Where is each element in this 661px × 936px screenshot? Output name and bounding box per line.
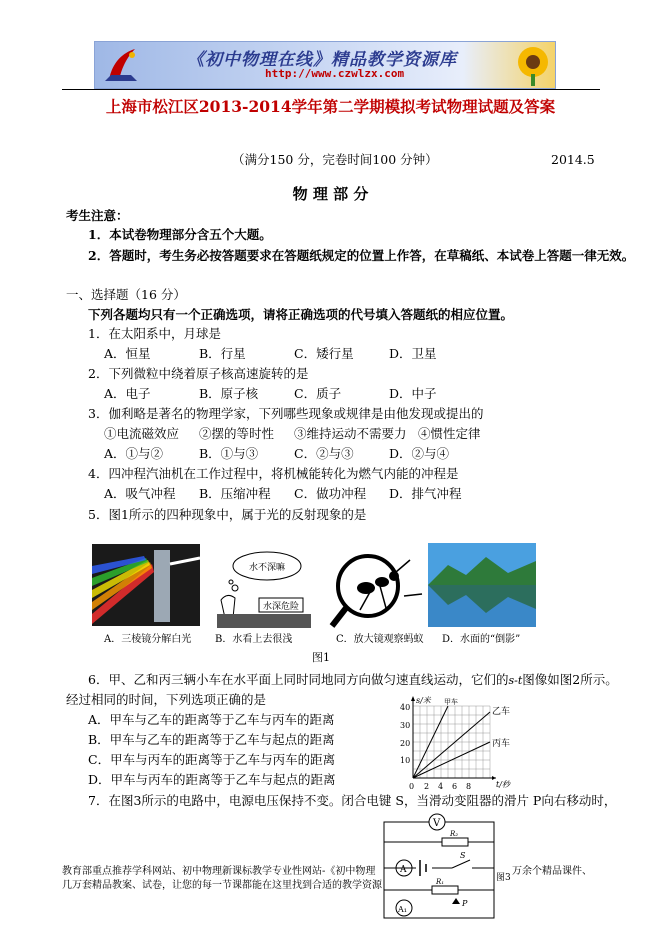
- river-warning-image: [211, 548, 315, 628]
- y-tick-30: 30: [400, 721, 411, 730]
- site-banner: [94, 41, 556, 89]
- prism-dispersion-image: [92, 544, 200, 626]
- q4-option-d: D．排气冲程: [389, 486, 462, 501]
- fig1-caption-b: B．水看上去很浅: [215, 634, 293, 645]
- question-5-stem: 5．图1所示的四种现象中，属于光的反射现象的是: [88, 507, 367, 522]
- part1-heading: 一、选择题（16 分）: [66, 287, 186, 302]
- y-tick-20: 20: [400, 739, 411, 748]
- question-2-stem: 2．下列微粒中绕着原子核高速旋转的是: [88, 366, 309, 381]
- q6-option-a: A．甲车与乙车的距离等于乙车与丙车的距离: [88, 712, 335, 727]
- notice-heading: 考生注意：: [66, 208, 129, 223]
- footer-line-1: 教育部重点推荐学科网站、初中物理新课标教学专业性网站-《初中物理: [62, 866, 376, 877]
- x-tick-8: 8: [466, 782, 472, 791]
- q6-stem-variable: s-t: [508, 674, 523, 687]
- series-jia-label: 甲车: [444, 698, 458, 706]
- q3-option-b: B．①与③: [199, 446, 259, 461]
- q6-option-c: C．甲车与丙车的距离等于乙车与丙车的距离: [88, 752, 336, 767]
- question-3-stem: 3．伽利略是著名的物理学家，下列哪些现象或规律是由他发现或提出的: [88, 406, 484, 421]
- q2-option-c: C．质子: [294, 386, 342, 401]
- magnifier-ant-image: [330, 550, 426, 630]
- exam-date: 2014.5: [551, 152, 595, 167]
- r2-label: R₂: [450, 830, 459, 838]
- q2-option-a: A．电子: [104, 386, 151, 401]
- q3-option-a: A．①与②: [104, 446, 164, 461]
- q1-option-a: A．恒星: [104, 346, 151, 361]
- exam-info: （满分150 分，完卷时间100 分钟）: [232, 152, 438, 167]
- x-tick-6: 6: [452, 782, 458, 791]
- notice-2: 2．答题时，考生务必按答题要求在答题纸规定的位置上作答，在草稿纸、本试卷上答题一律无效。: [88, 248, 635, 263]
- series-bing-label: 丙车: [492, 739, 511, 749]
- lake-reflection-image: [428, 543, 536, 627]
- warning-sign-text: 水深危险: [263, 602, 300, 612]
- question-1-stem: 1．在太阳系中，月球是: [88, 326, 221, 341]
- fig1-caption-a: A．三棱镜分解白光: [104, 634, 192, 645]
- ammeter-label: A: [400, 865, 407, 875]
- x-tick-2: 2: [424, 782, 430, 791]
- notice-1: 1．本试卷物理部分含五个大题。: [88, 227, 272, 242]
- q1-option-d: D．卫星: [389, 346, 437, 361]
- bubble-text: 水不深嘛: [249, 563, 286, 573]
- part1-instruction: 下列各题均只有一个正确选项，请将正确选项的代号填入答题纸的相应位置。: [88, 307, 514, 322]
- y-axis-label: s/米: [416, 696, 431, 705]
- circuit-diagram: [380, 812, 511, 928]
- header-rule: [62, 89, 600, 90]
- voltmeter-label: V: [433, 818, 441, 829]
- fig1-label: 图1: [312, 651, 330, 664]
- sunflower-icon: [513, 44, 553, 86]
- x-tick-0: 0: [409, 782, 415, 791]
- banner-title: 《初中物理在线》精品教学资源库: [187, 50, 457, 70]
- fig3-label: 图3: [496, 873, 511, 883]
- q6-stem-text: 6．甲、乙和丙三辆小车在水平面上同时同地同方向做匀速直线运动，它们的: [88, 672, 509, 687]
- section-heading: 物 理 部 分: [292, 185, 369, 203]
- series-yi-line: [413, 712, 490, 778]
- q1-option-b: B．行星: [199, 346, 246, 361]
- q1-option-c: C．矮行星: [294, 346, 354, 361]
- q3-item-2: ②摆的等时性: [199, 426, 275, 441]
- q3-item-4: ④惯性定律: [418, 426, 481, 441]
- q4-option-c: C．做功冲程: [294, 486, 367, 501]
- q4-option-b: B．压缩冲程: [199, 486, 271, 501]
- q6-option-d: D．甲车与丙车的距离等于乙车与起点的距离: [88, 772, 336, 787]
- x-tick-4: 4: [438, 782, 444, 791]
- fig1-caption-c: C．放大镜观察蚂蚁: [336, 634, 424, 645]
- footer-right-1: 万余个精品课件、: [512, 866, 592, 877]
- y-tick-40: 40: [400, 703, 411, 712]
- switch-label: S: [460, 851, 466, 860]
- q3-item-1: ①电流磁效应: [104, 426, 180, 441]
- st-graph: [392, 694, 518, 794]
- q3-option-d: D．②与④: [389, 446, 450, 461]
- q6-option-b: B．甲车与乙车的距离等于乙车与起点的距离: [88, 732, 335, 747]
- question-6-stem: [88, 672, 618, 689]
- q3-item-3: ③维持运动不需要力: [294, 426, 407, 441]
- series-yi-label: 乙车: [492, 707, 511, 717]
- question-6-stem-2: 经过相同的时间，下列选项正确的是: [66, 692, 267, 707]
- q2-option-d: D．中子: [389, 386, 437, 401]
- fig1-caption-d: D．水面的“倒影”: [442, 634, 521, 645]
- q4-option-a: A．吸气冲程: [104, 486, 176, 501]
- y-tick-10: 10: [400, 756, 411, 765]
- question-4-stem: 4．四冲程汽油机在工作过程中，将机械能转化为燃气内能的冲程是: [88, 466, 459, 481]
- question-7-stem: 7．在图3所示的电路中，电源电压保持不变。闭合电键 S，当滑动变阻器的滑片 P向右移动时，: [88, 793, 617, 808]
- r1-label: R₁: [436, 878, 445, 886]
- document-title: 上海市松江区2013-2014学年第二学期模拟考试物理试题及答案: [105, 97, 556, 116]
- q3-option-c: C．②与③: [294, 446, 354, 461]
- slider-label: P: [462, 899, 468, 908]
- q6-stem-tail: 图像如图2所示。: [522, 672, 618, 687]
- q2-option-b: B．原子核: [199, 386, 259, 401]
- footer-line-2: 几万套精品教案、试卷，让您的每一节课都能在这里找到合适的教学资源: [62, 880, 382, 891]
- x-axis-label: t/秒: [496, 780, 510, 789]
- ammeter1-label: A₁: [398, 905, 407, 914]
- banner-url: http://www.czwlzx.com: [265, 67, 405, 80]
- site-logo-icon: [101, 45, 141, 85]
